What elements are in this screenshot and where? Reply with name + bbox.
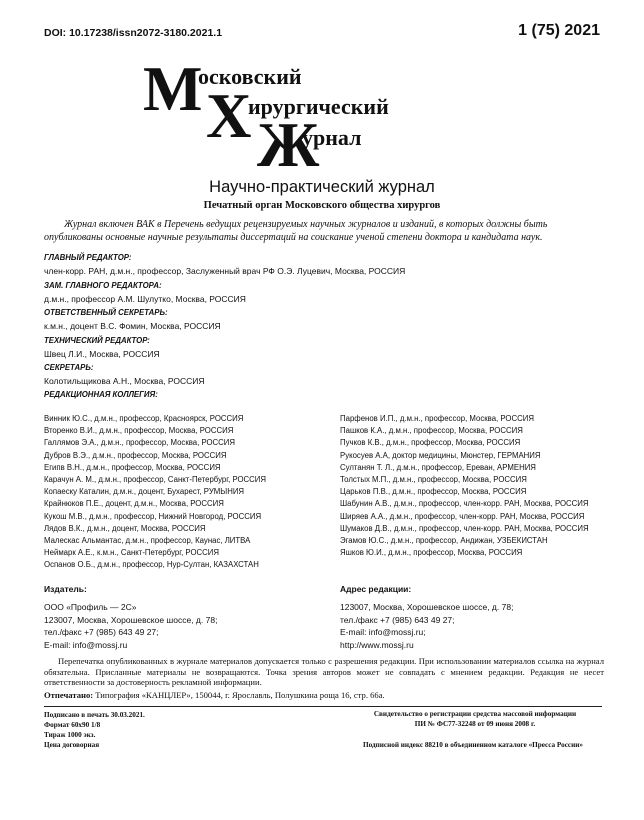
- board-member: Парфенов И.П., д.м.н., профессор, Москва, РОССИЯ: [340, 414, 534, 423]
- board-list-left: [44, 413, 266, 571]
- print-info: [44, 710, 145, 750]
- board-member: Эгамов Ю.С., д.м.н., профессор, Андижан, УЗБЕКИСТАН: [340, 535, 548, 545]
- board-member: Оспанов О.Б., д.м.н., профессор, Нур-Султан, КАЗАХСТАН: [44, 560, 259, 570]
- executive-secretary-label: ОТВЕТСТВЕННЫЙ СЕКРЕТАРЬ:: [44, 308, 168, 317]
- divider: [44, 706, 602, 707]
- board-member: Винник Ю.С., д.м.н., профессор, Красноярск, РОССИЯ: [44, 414, 244, 423]
- board-member: Рукосуев А.А, доктор медицины, Мюнстер, ГЕРМАНИЯ: [340, 450, 541, 460]
- board-member: Пучков К.В., д.м.н., профессор, Москва, РОССИЯ: [340, 438, 521, 448]
- publisher-line: 123007, Москва, Хорошевское шоссе, д. 78;: [44, 614, 218, 625]
- print-info-line: Тираж 1000 экз.: [44, 731, 96, 739]
- address-line: http://www.mossj.ru: [340, 639, 414, 650]
- title-letter-zh: Ж: [257, 110, 320, 180]
- printed-label: Отпечатано:: [44, 690, 94, 700]
- board-member: Ширяев А.А., д.м.н., профессор, член-корр. РАН, Москва, РОССИЯ: [340, 511, 585, 521]
- board-member: Неймарк А.Е., к.м.н., Санкт-Петербург, РОССИЯ: [44, 548, 220, 558]
- secretary-label: СЕКРЕТАРЬ:: [44, 363, 94, 372]
- board-member: Галлямов Э.А., д.м.н., профессор, Москва, РОССИЯ: [44, 438, 236, 448]
- deputy-editor: д.м.н., профессор А.М. Шулутко, Москва, РОССИЯ: [44, 294, 246, 304]
- secretary: Колотильщикова А.Н., Москва, РОССИЯ: [44, 376, 205, 386]
- board-member: Малескас Альмантас, д.м.н., профессор, Каунас, ЛИТВА: [44, 535, 251, 545]
- deputy-editor-label: ЗАМ. ГЛАВНОГО РЕДАКТОРА:: [44, 281, 162, 290]
- print-info-line: Формат 60х90 1/8: [44, 721, 101, 729]
- technical-editor: Швец Л.И., Москва, РОССИЯ: [44, 349, 160, 359]
- board-list-right: [340, 413, 589, 559]
- title-letter-x: Х: [206, 81, 252, 151]
- publisher-line: ООО «Профиль — 2С»: [44, 602, 137, 612]
- address-line: E-mail: info@mossj.ru;: [340, 627, 426, 637]
- address-line: 123007, Москва, Хорошевское шоссе, д. 78;: [340, 602, 514, 612]
- publisher-label: Издатель:: [44, 584, 87, 594]
- board-member: Лядов В.К., д.м.н., доцент, Москва, РОССИЯ: [44, 523, 206, 533]
- board-member: Вторенко В.И., д.м.н., профессор, Москва, РОССИЯ: [44, 426, 234, 436]
- print-info-line: Цена договорная: [44, 741, 100, 749]
- address-label: Адрес редакции:: [340, 584, 412, 594]
- vak-statement: Журнал включен ВАК в Перечень ведущих рецензируемых научных журналов и изданий, в которых должны быть опубликованы основные научные результаты диссертаций на соискание ученой степени доктора и кандидата наук.: [44, 219, 548, 243]
- subtitle: Научно-практический журнал: [209, 178, 435, 196]
- board-member: Карачун А. М., д.м.н., профессор, Санкт-Петербург, РОССИЯ: [44, 474, 267, 484]
- chief-editor-label: ГЛАВНЫЙ РЕДАКТОР:: [44, 253, 132, 262]
- doi-text: DOI: 10.17238/issn2072-3180.2021.1: [44, 27, 223, 39]
- board-member: Крайнюков П.Е., доцент, д.м.н., Москва, РОССИЯ: [44, 499, 224, 509]
- title-word-khirurgichesky: ирургический: [248, 94, 389, 119]
- publisher-info: [44, 601, 217, 651]
- board-member: Царьков П.В., д.м.н., профессор, Москва, РОССИЯ: [340, 487, 527, 497]
- reprint-notice: Перепечатка опубликованных в журнале материалов допускается только с разрешения редакции. При использовании материалов ссылка на журнал обязательна. Присланные материалы не возвращаются. Точка зрения авторов может не совпадать с мнением редакции. Редакция не несет ответственности за достоверность рекламной информации.: [44, 656, 604, 687]
- printed-text: Типография «КАНЦЛЕР», 150044, г. Ярославль, Полушкина роща 16, стр. 66а.: [93, 690, 385, 700]
- board-member: Толстых М.П., д.м.н., профессор, Москва, РОССИЯ: [340, 474, 527, 484]
- title-letter-m: М: [143, 54, 203, 124]
- title-word-zhurnal: урнал: [302, 125, 362, 150]
- address-line: тел./факс +7 (985) 643 49 27;: [340, 614, 455, 625]
- subscription-index: Подписной индекс 88210 в объединенном каталоге «Пресса России»: [363, 741, 583, 749]
- board-member: Шумаков Д.В., д.м.н., профессор, член-корр. РАН, Москва, РОССИЯ: [340, 523, 589, 533]
- registration-info: [348, 710, 602, 729]
- technical-editor-label: ТЕХНИЧЕСКИЙ РЕДАКТОР:: [44, 336, 150, 345]
- board-member: Шабунин А.В., д.м.н., профессор, член-корр. РАН, Москва, РОССИЯ: [340, 499, 589, 509]
- print-info-line: Подписано в печать 30.03.2021.: [44, 711, 145, 719]
- board-member: Дубров В.Э., д.м.н., профессор, Москва, РОССИЯ: [44, 450, 227, 460]
- chief-editor: член-корр. РАН, д.м.н., профессор, Заслуженный врач РФ О.Э. Луцевич, Москва, РОССИЯ: [44, 266, 406, 276]
- executive-secretary: к.м.н., доцент В.С. Фомин, Москва, РОССИЯ: [44, 321, 221, 331]
- board-member: Кукош М.В., д.м.н., профессор, Нижний Новгород, РОССИЯ: [44, 511, 262, 521]
- board-member: Египв В.Н., д.м.н., профессор, Москва, РОССИЯ: [44, 462, 221, 472]
- printed-by: [44, 690, 385, 700]
- board-member: Пашков К.А., д.м.н., профессор, Москва, РОССИЯ: [340, 426, 523, 436]
- board-member: Копаескy Каталин, д.м.н., доцент, Бухарест, РУМЫНИЯ: [44, 487, 245, 497]
- publisher-line: E-mail: info@mossj.ru: [44, 639, 128, 650]
- board-member: Султанян Т. Л., д.м.н., профессор, Ереван, АРМЕНИЯ: [340, 462, 536, 472]
- address-info: [340, 601, 513, 651]
- editorial-board-label: РЕДАКЦИОННАЯ КОЛЛЕГИЯ:: [44, 390, 158, 399]
- issue-number: 1 (75) 2021: [518, 22, 600, 39]
- registration-line: ПИ № ФС77-32248 от 09 июня 2008 г.: [414, 719, 536, 728]
- board-member: Яшков Ю.И., д.м.н., профессор, Москва, РОССИЯ: [340, 548, 523, 558]
- publisher-line: тел./факс +7 (985) 643 49 27;: [44, 627, 159, 637]
- organ-line: Печатный орган Московского общества хирургов: [203, 200, 441, 211]
- registration-line: Свидетельство о регистрации средства массовой информации: [373, 710, 577, 718]
- title-word-moskovsky: осковский: [198, 64, 302, 89]
